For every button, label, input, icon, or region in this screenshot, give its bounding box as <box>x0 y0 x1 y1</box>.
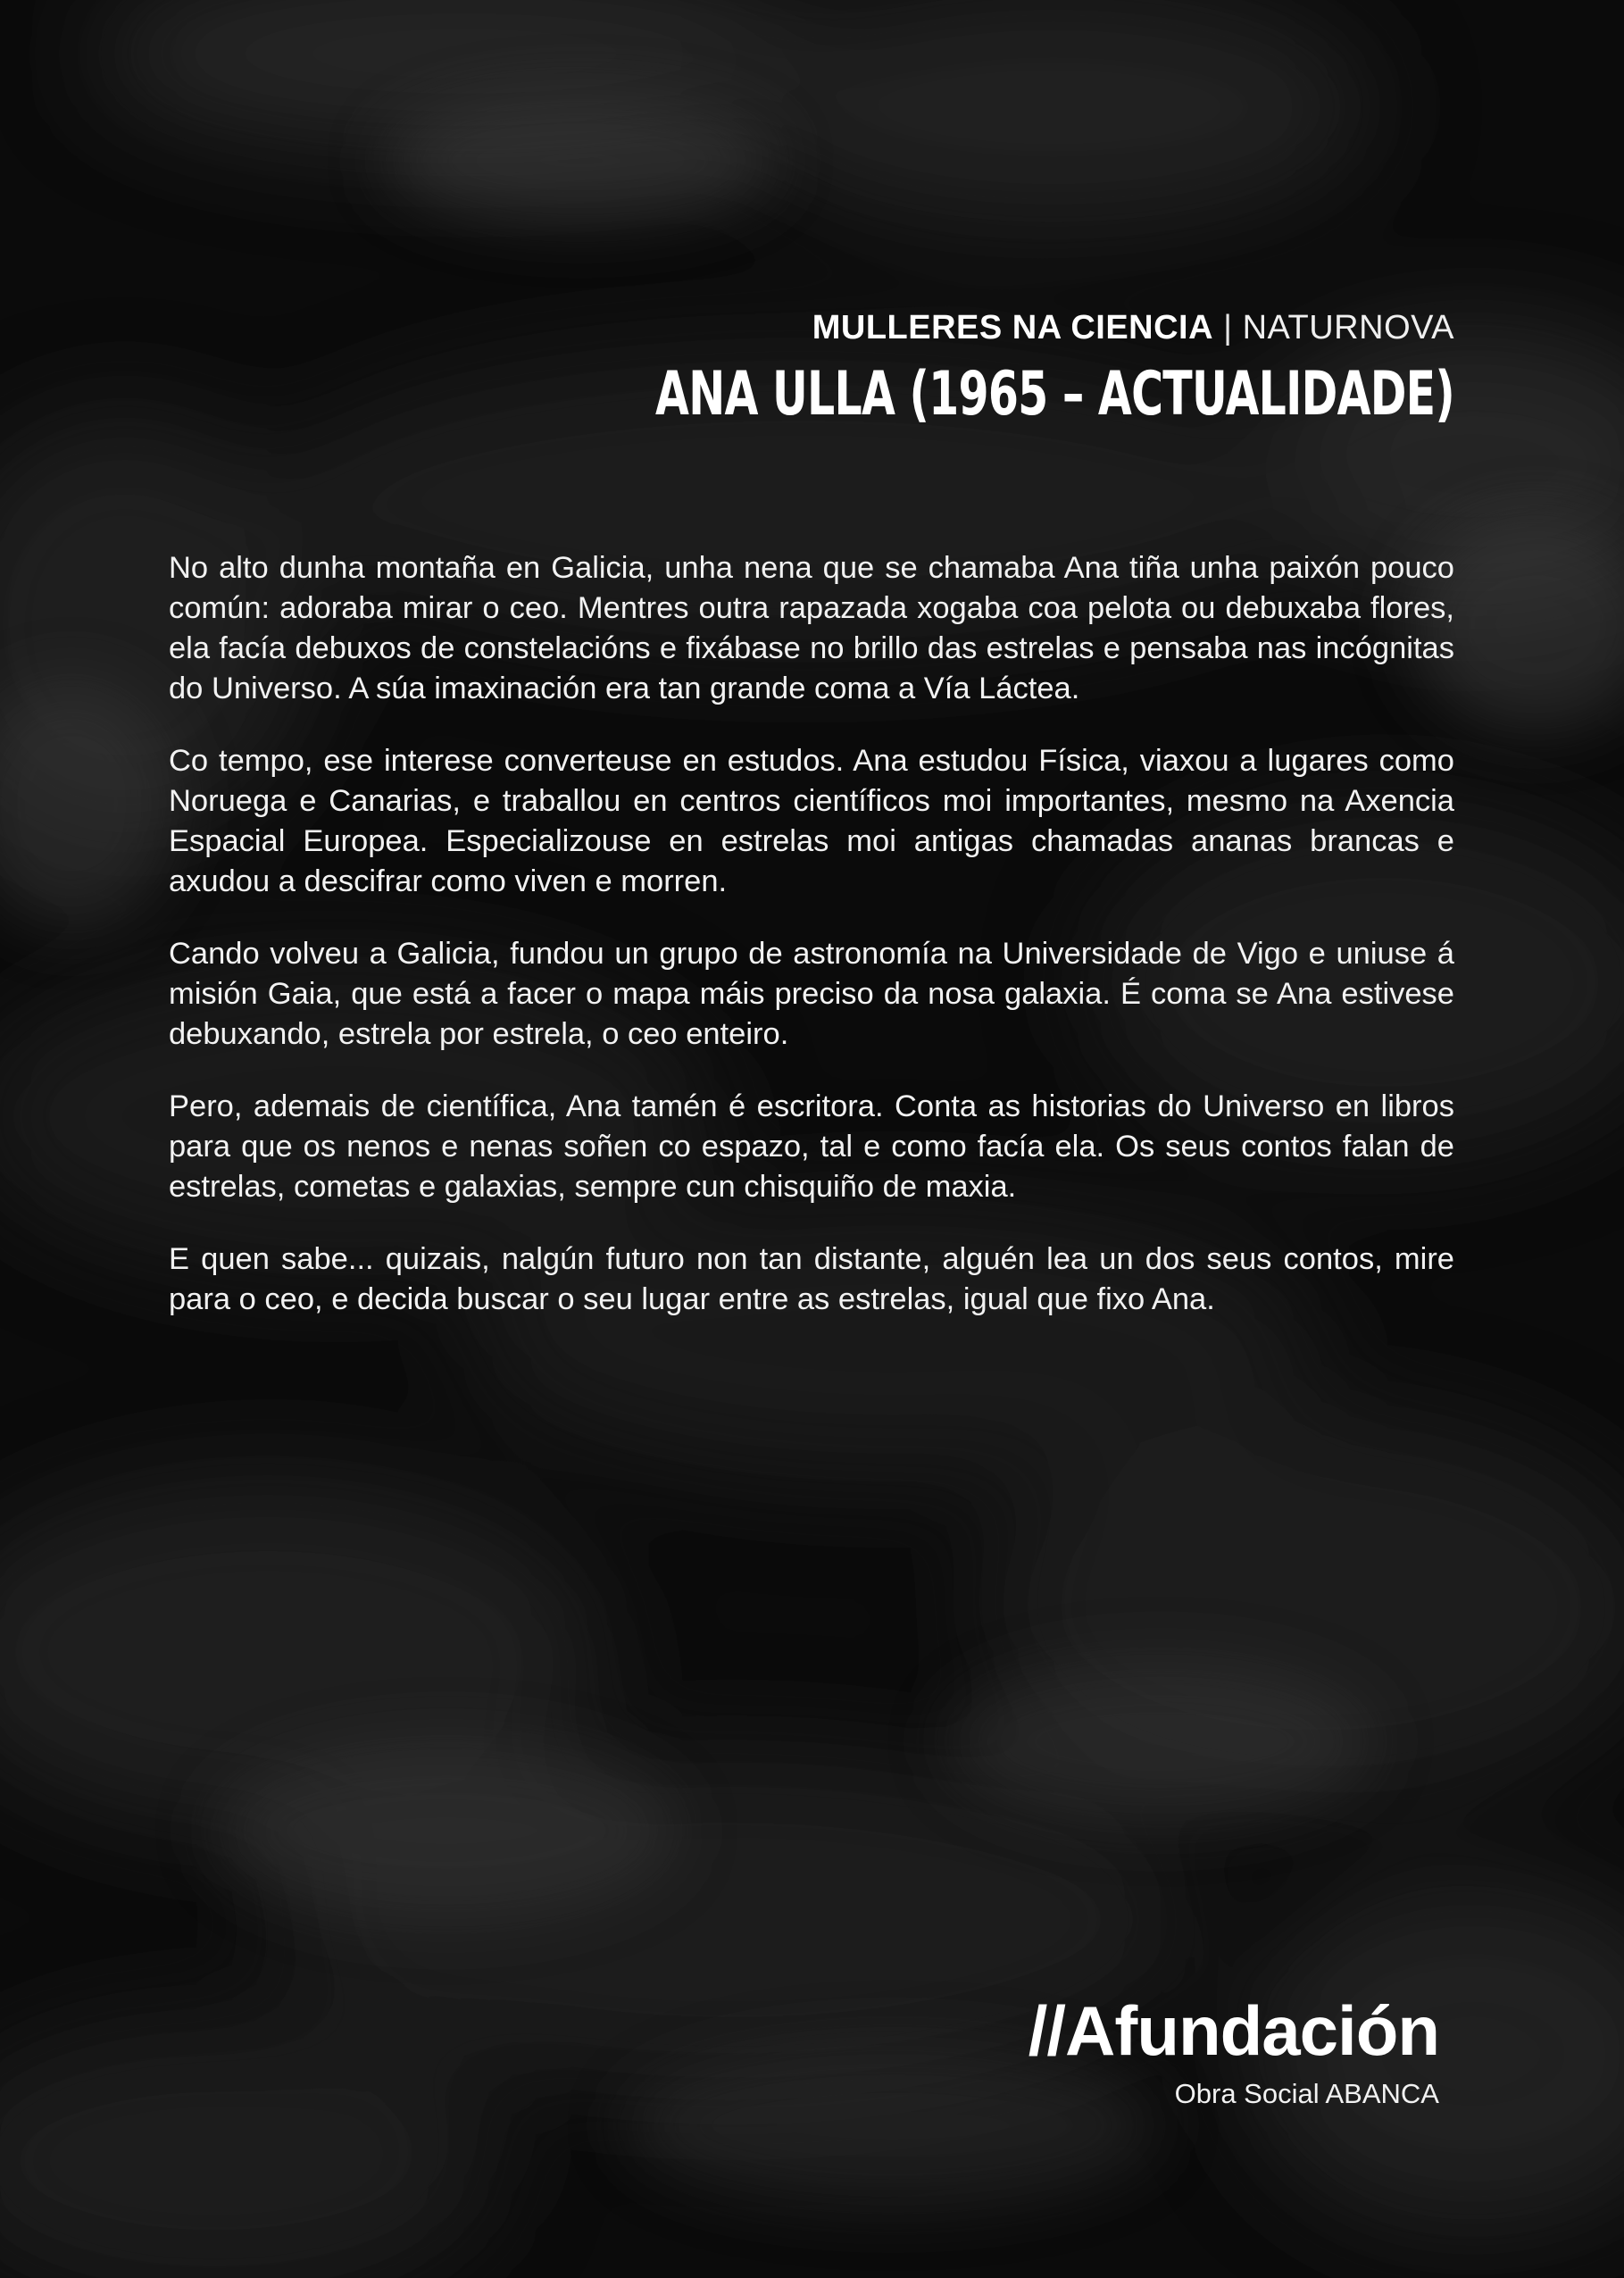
publisher-name: NATURNOVA <box>1242 309 1454 346</box>
paragraph-5: E quen sabe... quizais, nalgún futuro non tan distante, alguén lea un dos seus contos, mire para o ceo, e decida buscar o seu lugar entre as estrelas, igual que fixo Ana. <box>169 1242 1454 1316</box>
afundacion-logo <box>1028 1991 1439 2110</box>
paragraph-1: No alto dunha montaña en Galicia, unha nena que se chamaba Ana tiña unha paixón pouco común: adoraba mirar o ceo. Mentres outra rapazada xogaba coa pelota ou debuxaba flores, ela facía debuxos de constelacións e fixábase no brillo das estrelas e pensaba nas incógnitas do Universo. A súa imaxinación era tan grande coma a Vía Láctea. <box>169 551 1454 705</box>
series-line <box>345 308 1454 349</box>
series-name: MULLERES NA CIENCIA <box>812 309 1214 346</box>
header <box>345 308 1454 430</box>
page-title: ANA ULLA (1965 – ACTUALIDADE) <box>655 358 1454 430</box>
paragraph-2: Co tempo, ese interese converteuse en estudos. Ana estudou Física, viaxou a lugares como Noruega e Canarias, e traballou en centros científicos moi importantes, mesmo na Axencia Espacial Europea. Especializouse en estrelas moi antigas chamadas ananas brancas e axudou a descifrar como viven e morren. <box>169 744 1454 898</box>
series-separator: | <box>1223 309 1233 346</box>
paragraph-4: Pero, ademais de científica, Ana tamén é escritora. Conta as historias do Universo en libros para que os nenos e nenas soñen co espazo, tal e como facía ela. Os seus contos falan de estrelas, cometas e galaxias, sempre cun chisquiño de maxia. <box>169 1089 1454 1204</box>
logo-subtitle: Obra Social ABANCA <box>1174 2078 1439 2109</box>
paragraph-3: Cando volveu a Galicia, fundou un grupo de astronomía na Universidade de Vigo e uniuse á misión Gaia, que está a facer o mapa máis preciso da nosa galaxia. É coma se Ana estivese debuxando, estrela por estrela, o ceo enteiro. <box>169 937 1454 1051</box>
logo-wordmark: //Afundación <box>1028 1991 1439 2070</box>
body-text <box>169 548 1454 1352</box>
